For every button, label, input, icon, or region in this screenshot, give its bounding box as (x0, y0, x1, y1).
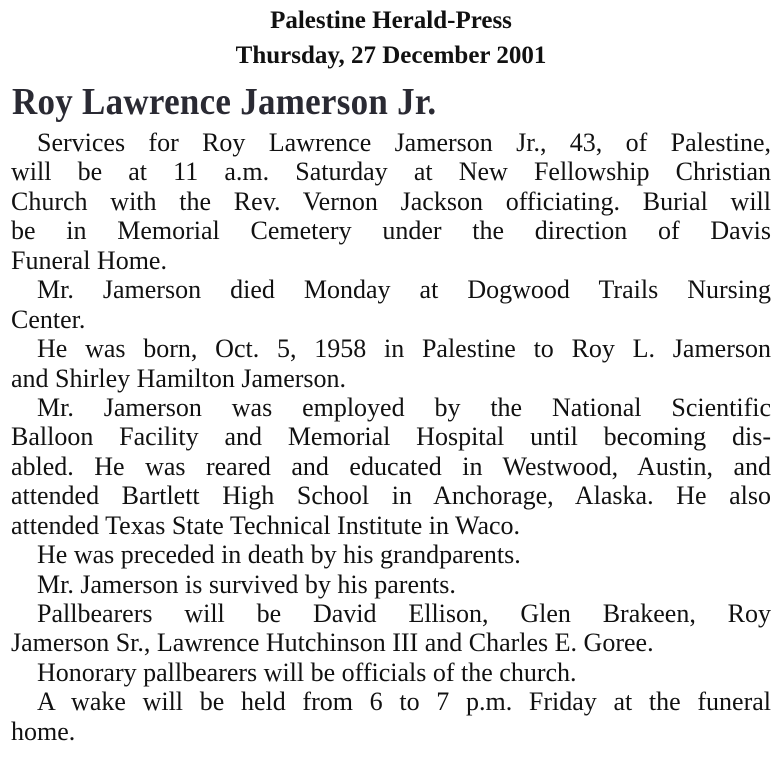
paragraph-line: and Shirley Hamilton Jamerson. (11, 363, 347, 393)
paragraph-line: He was preceded in death by his grandparents. (37, 540, 521, 570)
paragraph-line: attended Texas State Technical Institute in Waco. (11, 510, 521, 540)
paragraph-line: A wake will be held from 6 to 7 p.m. Friday at the funeral (37, 687, 771, 717)
paragraph-line: home. (11, 716, 76, 746)
paragraph-line: Pallbearers will be David Ellison, Glen Brakeen, Roy (37, 599, 771, 628)
paragraph-line: Center. (11, 304, 86, 334)
paragraph-line: Balloon Facility and Memorial Hospital until becoming dis- (11, 422, 771, 452)
paragraph-line: Mr. Jamerson was employed by the National Scientific (37, 392, 771, 422)
paragraph-line: abled. He was reared and educated in Westwood, Austin, and (11, 451, 771, 481)
paragraph-line: will be at 11 a.m. Saturday at New Fellowship Christian (11, 157, 771, 187)
obituary-title: Roy Lawrence Jamerson Jr. (12, 81, 437, 123)
paragraph-line: Jamerson Sr., Lawrence Hutchinson III and Charles E. Goree. (11, 628, 654, 658)
publication-date: Thursday, 27 December 2001 (235, 42, 547, 69)
paragraph-line: Services for Roy Lawrence Jamerson Jr., 43, of Palestine, (37, 128, 771, 157)
paragraph-line: attended Bartlett High School in Anchorage, Alaska. He also (11, 481, 771, 511)
obituary-body (11, 128, 771, 746)
paragraph-line: Funeral Home. (11, 245, 167, 275)
paragraph-line: Mr. Jamerson died Monday at Dogwood Trails Nursing (37, 275, 771, 305)
paragraph-line: Church with the Rev. Vernon Jackson officiating. Burial will (11, 186, 771, 216)
paragraph-line: be in Memorial Cemetery under the direction of Davis (11, 216, 771, 246)
paragraph-line: Honorary pallbearers will be officials of the church. (37, 657, 577, 687)
paragraph-line: He was born, Oct. 5, 1958 in Palestine to Roy L. Jamerson (37, 334, 771, 364)
paragraph-line: Mr. Jamerson is survived by his parents. (37, 569, 456, 599)
publication-name: Palestine Herald-Press (270, 7, 512, 34)
